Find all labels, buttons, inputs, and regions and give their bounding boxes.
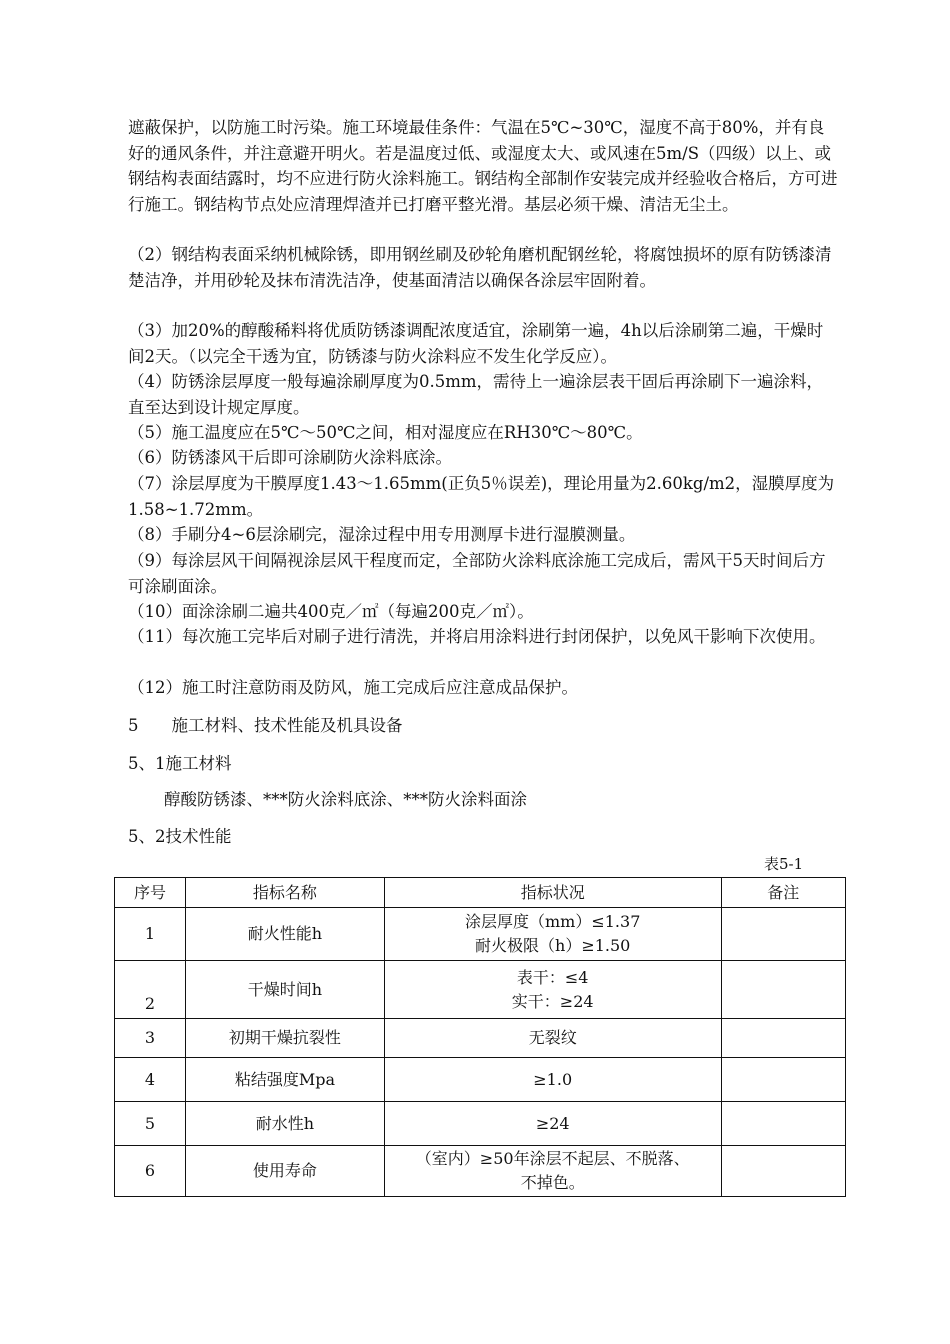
- paragraph-item-10: （10）面涂涂刷二遍共400克／㎡（每遍200克／㎡）。: [128, 602, 534, 621]
- status-line: 表干：≤4: [516, 967, 589, 987]
- cell-name: 使用寿命: [185, 1146, 384, 1197]
- table-row: [115, 1019, 846, 1058]
- cell-no: 4: [115, 1058, 186, 1102]
- cell-status: [384, 908, 721, 961]
- paragraph-item-4: （4）防锈涂层厚度一般每遍涂刷厚度为0.5mm，需待上一遍涂层表干固后再涂刷下一遍涂料，直至达到设计规定厚度。: [128, 372, 824, 417]
- status-line: 实干：≥24: [511, 991, 594, 1011]
- table-row: [115, 1058, 846, 1102]
- cell-name: 粘结强度Mpa: [185, 1058, 384, 1102]
- paragraph-item-2: （2）钢结构表面采纳机械除锈，即用钢丝刷及砂轮角磨机配钢丝轮，将腐蚀损坏的原有防锈漆清楚洁净，并用砂轮及抹布清洗洁净，使基面清洁以确保各涂层牢固附着。: [128, 245, 832, 290]
- cell-note: [721, 1058, 846, 1102]
- subsection-heading-materials: 5、1施工材料: [128, 754, 232, 773]
- status-line: 不掉色。: [520, 1173, 585, 1192]
- header-no: 序号: [115, 878, 186, 908]
- cell-note: [721, 961, 846, 1019]
- cell-status: [384, 1146, 721, 1197]
- cell-note: [721, 908, 846, 961]
- table-header-row: [115, 878, 846, 908]
- cell-status: 无裂纹: [384, 1019, 721, 1058]
- paragraph-environment: 遮蔽保护，以防施工时污染。施工环境最佳条件：气温在5℃~30℃，湿度不高于80%，并有良好的通风条件，并注意避开明火。若是温度过低、或湿度太大、或风速在5m/S（四级）以上、或钢结构表面结露时，均不应进行防火涂料施工。钢结构全部制作安装完成并经验收合格后，方可进行施工。钢结构节点处应清理焊渣并已打磨平整光滑。基层必须干燥、清洁无尘土。: [128, 118, 838, 214]
- cell-name: 初期干燥抗裂性: [185, 1019, 384, 1058]
- status-line: （室内）≥50年涂层不起层、不脱落、: [415, 1149, 690, 1168]
- paragraph-item-6: （6）防锈漆风干后即可涂刷防火涂料底涂。: [128, 448, 452, 467]
- paragraph-item-7: （7）涂层厚度为干膜厚度1.43～1.65mm(正负5％误差)，理论用量为2.60kg/m2，湿膜厚度为1.58~1.72mm。: [128, 474, 835, 519]
- cell-name: 耐火性能h: [185, 908, 384, 961]
- paragraph-item-11: （11）每次施工完毕后对刷子进行清洗，并将启用涂料进行封闭保护，以免风干影响下次使用。: [128, 627, 826, 646]
- paragraph-item-9: （9）每涂层风干间隔视涂层风干程度而定，全部防火涂料底涂施工完成后，需风干5天时间后方可涂刷面涂。: [128, 551, 826, 596]
- paragraph-item-8: （8）手刷分4~6层涂刷完，湿涂过程中用专用测厚卡进行湿膜测量。: [128, 525, 636, 544]
- paragraph-item-12: （12）施工时注意防雨及防风，施工完成后应注意成品保护。: [128, 678, 578, 697]
- header-note: 备注: [721, 878, 846, 908]
- section-heading: 5 施工材料、技术性能及机具设备: [128, 716, 403, 735]
- paragraph-item-3: （3）加20%的醇酸稀料将优质防锈漆调配浓度适宜，涂刷第一遍，4h以后涂刷第二遍，干燥时间2天。（以完全干透为宜，防锈漆与防火涂料应不发生化学反应）。: [128, 321, 824, 366]
- cell-name: 耐水性h: [185, 1102, 384, 1146]
- materials-text: 醇酸防锈漆、***防火涂料底涂、***防火涂料面涂: [164, 790, 527, 809]
- subsection-heading-performance: 5、2技术性能: [128, 827, 232, 846]
- performance-table: [114, 877, 846, 1197]
- table-row: [115, 961, 846, 1019]
- cell-status: ≥1.0: [384, 1058, 721, 1102]
- cell-status: ≥24: [384, 1102, 721, 1146]
- cell-status: [384, 961, 721, 1019]
- cell-name: 干燥时间h: [185, 961, 384, 1019]
- cell-note: [721, 1019, 846, 1058]
- cell-no: 6: [115, 1146, 186, 1197]
- cell-note: [721, 1146, 846, 1197]
- table-caption: 表5-1: [764, 855, 804, 873]
- header-status: 指标状况: [384, 878, 721, 908]
- cell-no: 1: [115, 908, 186, 961]
- cell-no: 5: [115, 1102, 186, 1146]
- paragraph-item-5: （5）施工温度应在5℃～50℃之间，相对湿度应在RH30℃～80℃。: [128, 423, 643, 442]
- status-line: 耐火极限（h）≥1.50: [475, 936, 631, 955]
- cell-no: 3: [115, 1019, 186, 1058]
- table-row: [115, 908, 846, 961]
- table-row: [115, 1102, 846, 1146]
- header-name: 指标名称: [185, 878, 384, 908]
- status-line: 涂层厚度（mm）≤1.37: [465, 912, 641, 931]
- cell-no: 2: [115, 961, 186, 1019]
- table-row: [115, 1146, 846, 1197]
- cell-note: [721, 1102, 846, 1146]
